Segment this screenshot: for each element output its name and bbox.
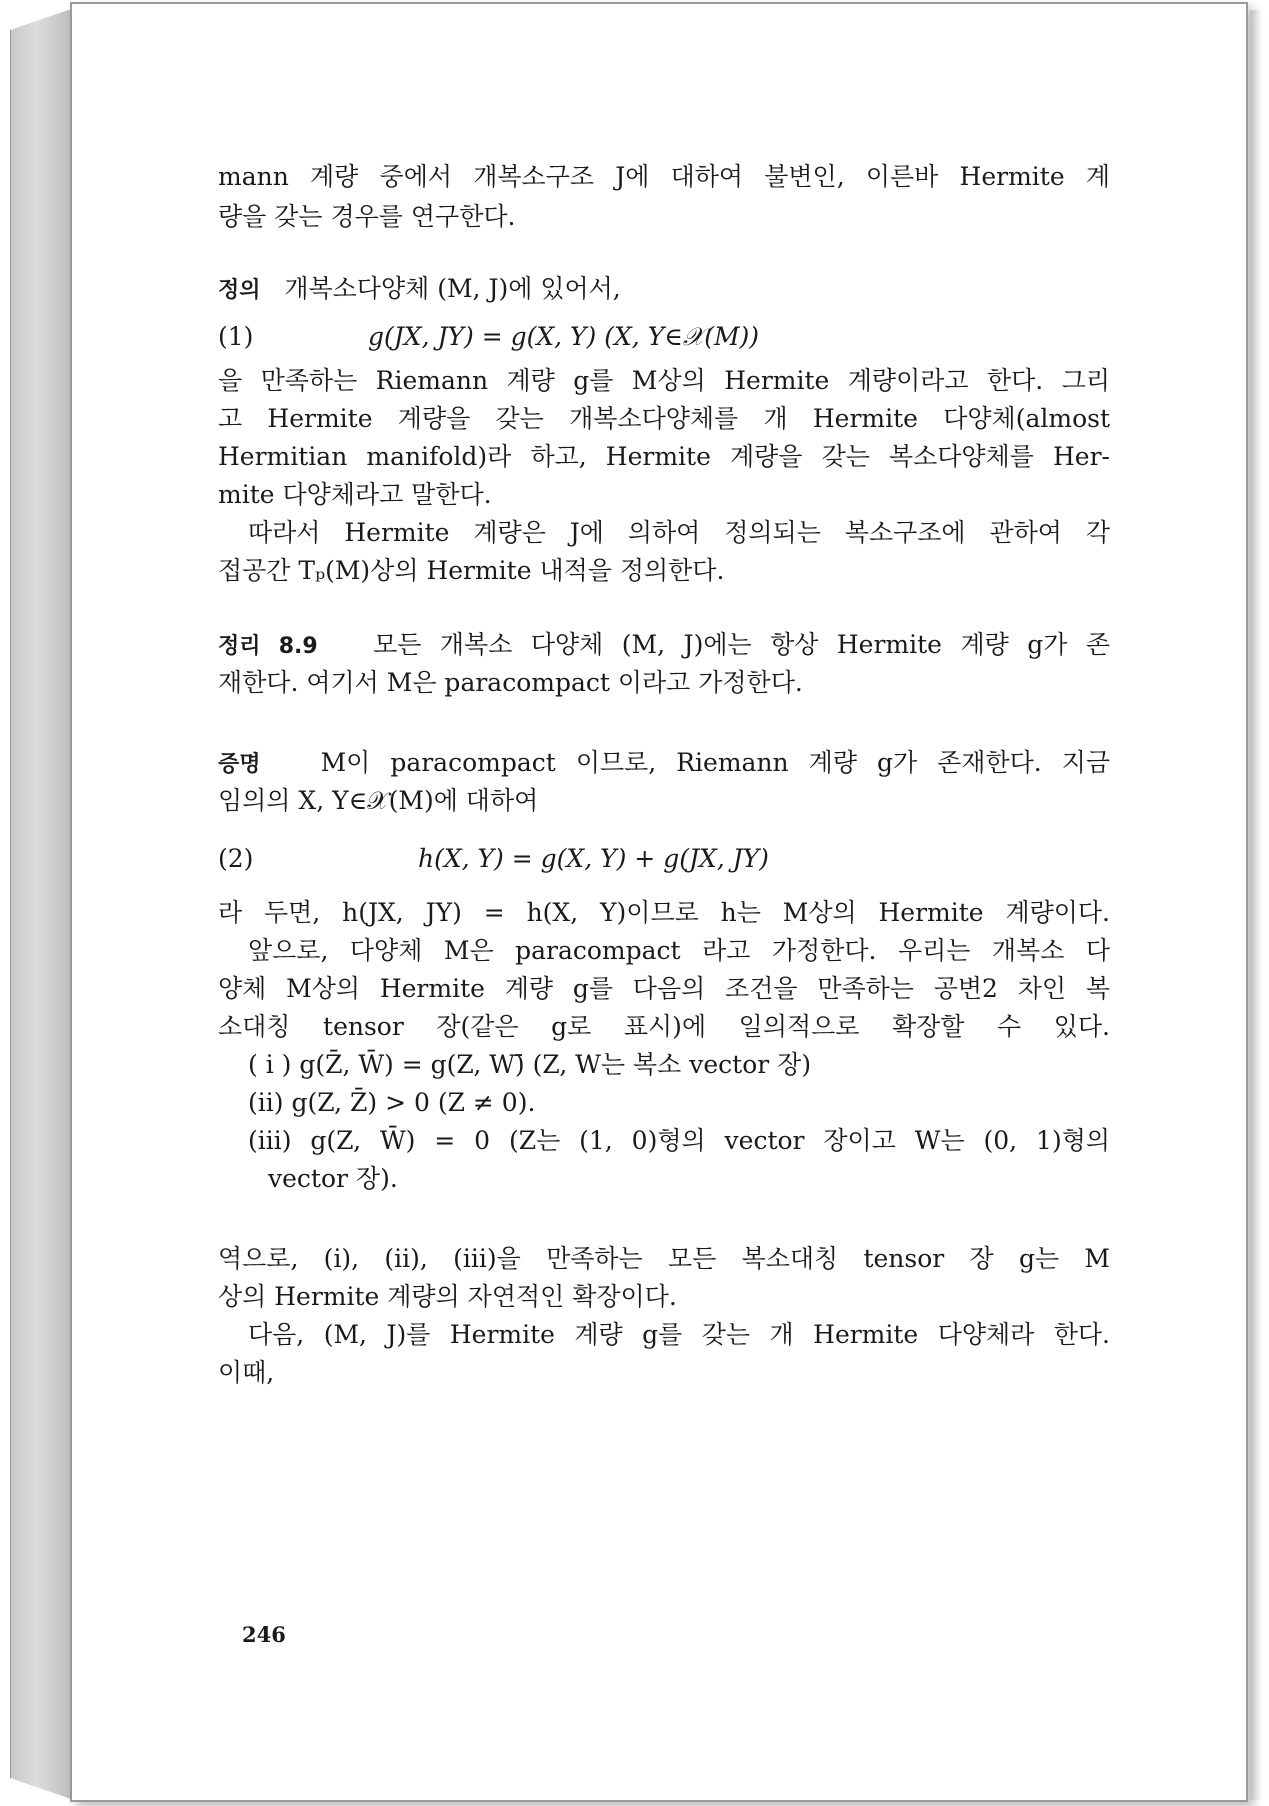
- text-line: 접공간 Tₚ(M)상의 Hermite 내적을 정의한다.: [218, 556, 725, 585]
- equation-body: g(JX, JY) = g(X, Y) (X, Y∈𝒳(M)): [368, 322, 760, 351]
- text-line: 다음, (M, J)를 Hermite 계량 g를 갖는 개 Hermite 다양체라 한다.: [248, 1320, 1110, 1349]
- text-line: 앞으로, 다양체 M은 paracompact 라고 가정한다. 우리는 개복소 다: [248, 936, 1110, 965]
- equation-number: (2): [218, 844, 254, 873]
- page-shadow: [1250, 10, 1262, 1800]
- text-line: Hermitian manifold)라 하고, Hermite 계량을 갖는 복소다양체를 Her-: [218, 442, 1110, 471]
- page-number: 246: [242, 1622, 286, 1647]
- text-line: 라 두면, h(JX, JY) = h(X, Y)이므로 h는 M상의 Hermite 계량이다.: [218, 898, 1110, 927]
- text-line: 을 만족하는 Riemann 계량 g를 M상의 Hermite 계량이라고 한다. 그리: [218, 366, 1110, 395]
- theorem-line: [218, 628, 1110, 664]
- equation-body: h(X, Y) = g(X, Y) + g(JX, JY): [418, 844, 769, 873]
- equation-1: [218, 320, 1110, 354]
- text-line: 재한다. 여기서 M은 paracompact 이라고 가정한다.: [218, 668, 803, 697]
- condition-item: (ii) g(Z, Z̄) > 0 (Z ≠ 0).: [248, 1088, 536, 1117]
- book-spine: [10, 8, 74, 1800]
- text-line: 따라서 Hermite 계량은 J에 의하여 정의되는 복소구조에 관하여 각: [248, 518, 1110, 547]
- proof-line: [218, 746, 1110, 782]
- condition-item: ( i ) g(Z̄, W̄) = g(Z, W)̄ (Z, W는 복소 vector 장): [248, 1050, 812, 1079]
- condition-item: vector 장).: [268, 1164, 398, 1193]
- text-line: 임의의 X, Y∈𝒳(M)에 대하여: [218, 786, 539, 815]
- text-line: 고 Hermite 계량을 갖는 개복소다양체를 개 Hermite 다양체(almost: [218, 404, 1110, 433]
- text-line: mann 계량 중에서 개복소구조 J에 대하여 불변인, 이른바 Hermite 계: [218, 162, 1110, 191]
- definition-text: 개복소다양체 (M, J)에 있어서,: [284, 274, 621, 303]
- text-line: 이때,: [218, 1358, 275, 1387]
- theorem-text: 모든 개복소 다양체 (M, J)에는 항상 Hermite 계량 g가 존: [373, 630, 1111, 659]
- equation-2: [218, 842, 1110, 876]
- equation-number: (1): [218, 322, 254, 351]
- condition-item: (iii) g(Z, W̄) = 0 (Z는 (1, 0)형의 vector 장이고 W는 (0, 1)형의: [248, 1126, 1110, 1155]
- text-line: 양체 M상의 Hermite 계량 g를 다음의 조건을 만족하는 공변2 차인 복: [218, 974, 1110, 1003]
- text-line: 량을 갖는 경우를 연구한다.: [218, 202, 516, 231]
- definition-line: [218, 272, 1110, 308]
- proof-label: 증명: [218, 752, 261, 777]
- text-line: 소대칭 tensor 장(같은 g로 표시)에 일의적으로 확장할 수 있다.: [218, 1012, 1110, 1041]
- text-line: mite 다양체라고 말한다.: [218, 480, 492, 509]
- text-line: 상의 Hermite 계량의 자연적인 확장이다.: [218, 1282, 677, 1311]
- theorem-label: 정리 8.9: [218, 634, 318, 659]
- proof-text: M이 paracompact 이므로, Riemann 계량 g가 존재한다. 지금: [320, 748, 1111, 777]
- text-line: 역으로, (i), (ii), (iii)을 만족하는 모든 복소대칭 tensor 장 g는 M: [218, 1244, 1110, 1273]
- definition-label: 정의: [218, 278, 261, 303]
